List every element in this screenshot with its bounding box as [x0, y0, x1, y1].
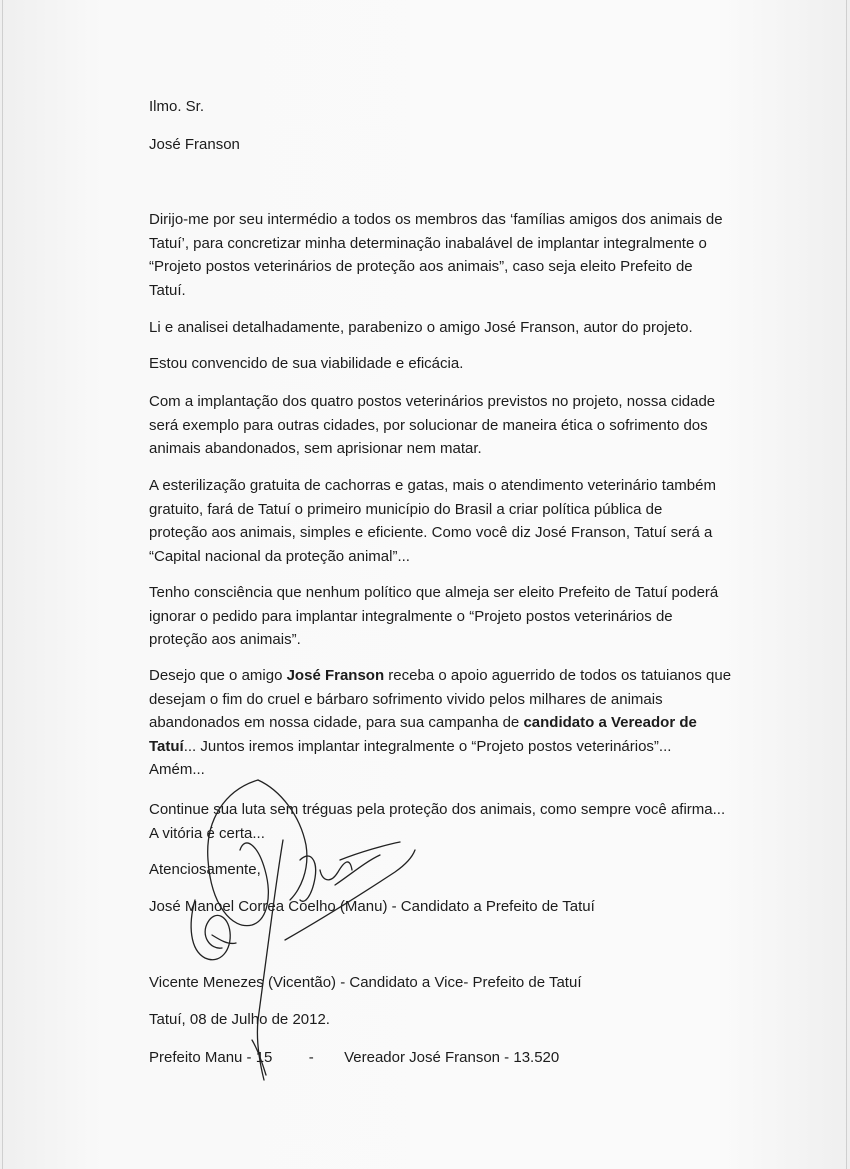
paragraph-line: Tenho consciência que nenhum político que almeja ser eleito Prefeito de Tatuí poderá [149, 584, 719, 601]
paragraph-1 [149, 208, 749, 302]
bold-run: Tatuí [149, 737, 184, 755]
paragraph-line [149, 711, 749, 735]
paragraph-line: Com a implantação dos quatro postos veterinários previstos no projeto, nossa cidade [149, 393, 716, 410]
paragraph-line: desejam o fim do cruel e bárbaro sofrimento vivido pelos milhares de animais [149, 690, 663, 708]
paragraph-line: A esterilização gratuita de cachorras e gatas, mais o atendimento veterinário também [149, 477, 716, 494]
footer-line [149, 1046, 749, 1069]
paragraph-line: “Projeto postos veterinários de proteção aos animais”, caso seja eleito Prefeito de [149, 258, 693, 275]
closing: Atenciosamente, [149, 861, 261, 878]
text-run: receba o apoio aguerrido de todos os tatuianos que [384, 667, 732, 684]
footer-right: Vereador José Franson - 13.520 [344, 1049, 560, 1066]
signer-1: José Manoel Correa Coelho (Manu) - Candidato a Prefeito de Tatuí [149, 898, 595, 915]
recipient-name: José Franson [149, 136, 240, 153]
page-edge-left [2, 0, 3, 1169]
paragraph-5 [149, 474, 749, 568]
place-date: Tatuí, 08 de Julho de 2012. [149, 1011, 330, 1028]
paragraph-line: proteção aos animais”. [149, 631, 301, 648]
signer-2: Vicente Menezes (Vicentão) - Candidato a Vice- Prefeito de Tatuí [149, 974, 582, 991]
paragraph-6 [149, 581, 749, 652]
paragraph-line: Continue sua luta sem tréguas pela proteção dos animais, como sempre você afirma... [149, 801, 726, 818]
footer-left: Prefeito Manu - 15 [149, 1049, 273, 1066]
paragraph-line: Dirijo-me por seu intermédio a todos os membros das ‘famílias amigos dos animais de [149, 211, 723, 228]
paragraph-line: proteção aos animais, simples e eficiente. Como você diz José Franson, Tatuí será a [149, 524, 713, 541]
page-edge-right [846, 0, 847, 1169]
paragraph-2: Li e analisei detalhadamente, parabenizo o amigo José Franson, autor do projeto. [149, 319, 693, 336]
paragraph-4 [149, 390, 749, 461]
paragraph-7 [149, 664, 749, 782]
footer-separator: - [308, 1049, 314, 1066]
salutation: Ilmo. Sr. [149, 98, 205, 115]
paragraph-line: Tatuí. [149, 281, 186, 299]
paragraph-line: gratuito, fará de Tatuí o primeiro município do Brasil a criar política pública de [149, 500, 663, 518]
text-run: ... Juntos iremos implantar integralmente o “Projeto postos veterinários”... [183, 737, 672, 755]
paragraph-line [149, 664, 749, 688]
paragraph-line: Amém... [149, 761, 205, 778]
paragraph-line: será exemplo para outras cidades, por solucionar de maneira ética o sofrimento dos [149, 416, 708, 434]
paragraph-line: ignorar o pedido para implantar integralmente o “Projeto postos veterinários de [149, 607, 673, 625]
paragraph-line: A vitória é certa... [149, 824, 265, 842]
bold-run: José Franson [286, 667, 385, 684]
paragraph-line [149, 735, 749, 759]
paragraph-line: Tatuí’, para concretizar minha determinação inabalável de implantar integralmente o [149, 234, 707, 252]
paragraph-3: Estou convencido de sua viabilidade e eficácia. [149, 355, 464, 372]
text-run: Desejo que o amigo [149, 667, 287, 684]
paragraph-line: animais abandonados, sem aprisionar nem matar. [149, 440, 482, 457]
paragraph-8 [149, 798, 749, 845]
bold-run: candidato a Vereador de [523, 714, 697, 731]
paragraph-line: “Capital nacional da proteção animal”... [149, 547, 410, 565]
text-run: abandonados em nossa cidade, para sua campanha de [149, 714, 524, 731]
